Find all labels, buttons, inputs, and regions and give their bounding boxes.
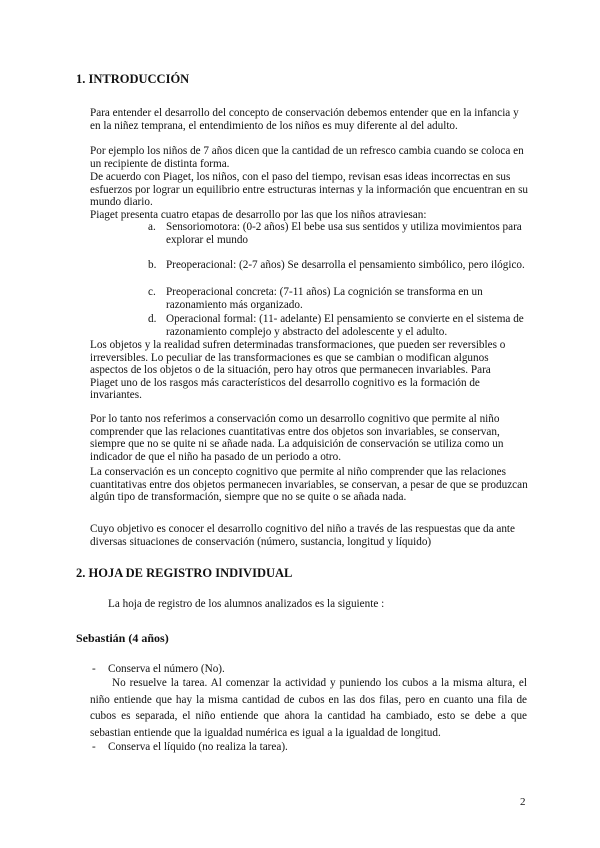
stage-d-letter: d. xyxy=(148,313,157,325)
stage-b-text: Preoperacional: (2-7 años) Se desarrolla el pensamiento simbólico, pero ilógico. xyxy=(166,259,525,271)
section-title-introduccion: 1. INTRODUCCIÓN xyxy=(76,72,190,86)
intro-paragraph-7: La conservación es un concepto cognitivo que permite al niño comprender que las relaciones cuantitativas entre dos objetos permanecen invariables, se conservan, a pesar de que se produzcan algún tipo de transformación, siempre que no se quite o se añada nada. xyxy=(90,466,528,504)
intro-paragraph-1: Para entender el desarrollo del concepto de conservación debemos entender que en la infancia y en la niñez temprana, el entendimiento de los niños es muy diferente al del adulto. xyxy=(90,107,519,132)
intro-paragraph-6: Por lo tanto nos referimos a conservación como un desarrollo cognitivo que permite al niño comprender que las relaciones cuantitativas entre dos objetos son invariables, se conservan, siempre que no se quite ni se añade nada. La adquisición de conservación se utiliza como un indicador de que el niño ha pasado de un periodo a otro. xyxy=(90,413,504,463)
stage-c-text: Preoperacional concreta: (7-11 años) La cognición se transforma en un razonamiento más organizado. xyxy=(166,286,483,311)
intro-paragraph-3: De acuerdo con Piaget, los niños, con el paso del tiempo, revisan esas ideas incorrectas en sus esfuerzos por lograr un equilibrio entre estructuras internas y la información que encuentran en su mundo diario. xyxy=(90,171,529,209)
item-2-text: Conserva el líquido (no realiza la tarea). xyxy=(108,741,288,753)
intro-paragraph-8: Cuyo objetivo es conocer el desarrollo cognitivo del niño a través de las respuestas que da ante diversas situaciones de conservación (número, sustancia, longitud y líquido) xyxy=(90,523,515,548)
student-name: Sebastián (4 años) xyxy=(76,631,169,645)
stage-a-text: Sensoriomotora: (0-2 años) El bebe usa sus sentidos y utiliza movimientos para explorar el mundo xyxy=(166,221,522,246)
page-number: 2 xyxy=(520,796,526,808)
item-1-detail: No resuelve la tarea. Al comenzar la actividad y puniendo los cubos a la misma altura, el niño entiende que hay la misma cantidad de cubos en las dos filas, pero en cuanto una fila de cubos es separada, el niño entiende que ahora la cantidad ha cambiado, esto se debe a que sebastian entiende que la igualdad numérica es igual a la igualdad de longitud. xyxy=(90,677,527,739)
section-title-hoja-registro: 2. HOJA DE REGISTRO INDIVIDUAL xyxy=(76,566,293,580)
stage-b-letter: b. xyxy=(148,259,157,271)
intro-paragraph-4: Piaget presenta cuatro etapas de desarrollo por las que los niños atraviesan: xyxy=(90,209,427,221)
stage-c-letter: c. xyxy=(148,286,156,298)
stage-d-text: Operacional formal: (11- adelante) El pensamiento se convierte en el sistema de razonamiento complejo y abstracto del adolescente y el adulto. xyxy=(166,313,524,338)
intro-paragraph-5: Los objetos y la realidad sufren determinadas transformaciones, que pueden ser reversibles o irreversibles. Lo peculiar de las transformaciones es que se cambian o modifican algunos aspectos de los objetos o de la situación, pero hay otros que permanecen invariables. Para Piaget uno de los rasgos más característicos del desarrollo cognitivo es la formación de invariantes. xyxy=(90,339,506,402)
item-2-dash: - xyxy=(92,741,96,753)
intro-paragraph-2: Por ejemplo los niños de 7 años dicen que la cantidad de un refresco cambia cuando se coloca en un recipiente de distinta forma. xyxy=(90,145,524,170)
registro-intro: La hoja de registro de los alumnos analizados es la siguiente : xyxy=(108,598,385,610)
stage-a-letter: a. xyxy=(148,221,156,233)
item-1-dash: - xyxy=(92,663,96,675)
item-1-text: Conserva el número (No). xyxy=(108,663,225,675)
